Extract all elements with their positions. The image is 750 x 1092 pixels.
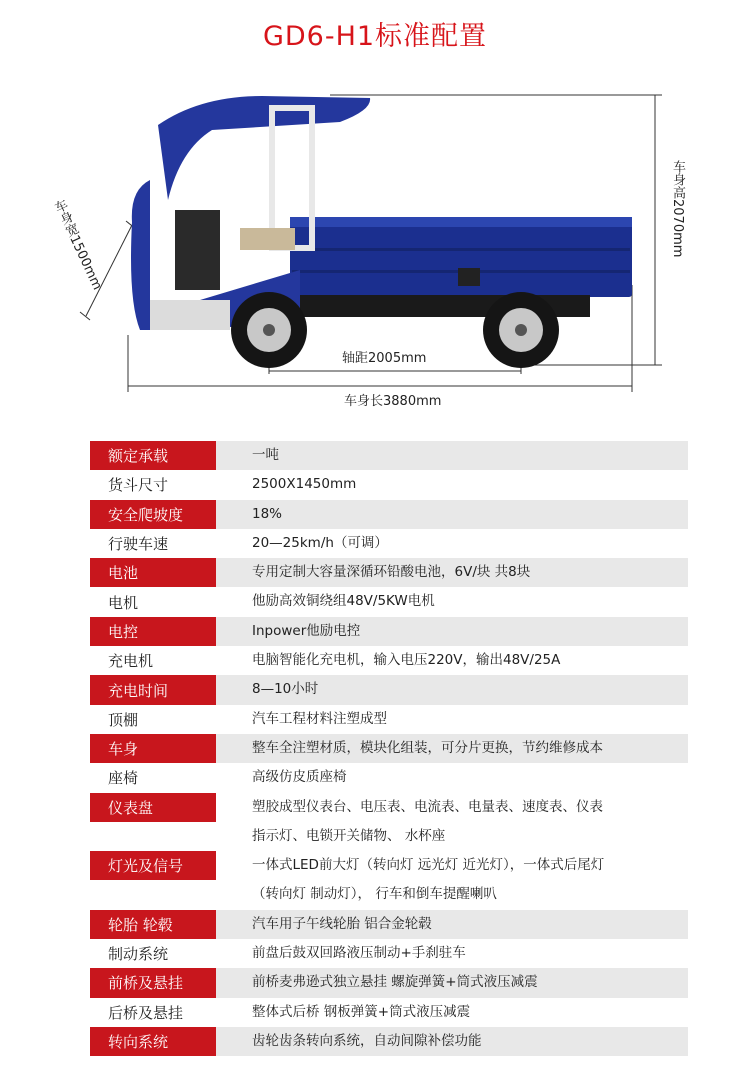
spec-row bbox=[90, 587, 688, 616]
spec-value: 一体式LED前大灯（转向灯 远光灯 近光灯），一体式后尾灯 （转向灯 制动灯）， 行车和倒车提醒喇叭 bbox=[252, 857, 605, 903]
spec-label: 电机 bbox=[108, 593, 139, 612]
spec-row bbox=[90, 646, 688, 675]
spec-row bbox=[90, 617, 688, 646]
spec-row bbox=[90, 910, 688, 939]
wheelbase-label: 轴距2005mm bbox=[342, 351, 427, 366]
spec-row bbox=[90, 470, 688, 499]
spec-label: 充电机 bbox=[108, 652, 154, 671]
spec-row bbox=[90, 998, 688, 1027]
spec-label: 充电时间 bbox=[90, 675, 216, 704]
spec-label: 后桥及悬挂 bbox=[108, 1003, 184, 1022]
spec-value: 汽车用子午线轮胎 铝合金轮毂 bbox=[252, 915, 432, 932]
spec-label: 顶棚 bbox=[108, 710, 139, 729]
spec-value: 2500X1450mm bbox=[252, 476, 357, 493]
spec-value: 前桥麦弗逊式独立悬挂 螺旋弹簧+筒式液压减震 bbox=[252, 974, 538, 991]
spec-value: 齿轮齿条转向系统，自动间隙补偿功能 bbox=[252, 1032, 482, 1049]
vehicle-illustration bbox=[0, 60, 750, 420]
spec-label: 前桥及悬挂 bbox=[90, 968, 216, 997]
spec-row bbox=[90, 675, 688, 704]
spec-row bbox=[90, 529, 688, 558]
spec-row bbox=[90, 851, 688, 910]
rear-wheel bbox=[483, 292, 559, 368]
spec-row bbox=[90, 500, 688, 529]
spec-value: 他励高效铜绕组48V/5KW电机 bbox=[252, 593, 435, 610]
spec-value: 汽车工程材料注塑成型 bbox=[252, 710, 387, 727]
spec-value: 8—10小时 bbox=[252, 681, 319, 698]
cargo-bed bbox=[290, 217, 632, 317]
spec-label: 座椅 bbox=[108, 769, 139, 788]
spec-label: 电控 bbox=[90, 617, 216, 646]
page-title: GD6-H1标准配置 bbox=[262, 21, 488, 52]
spec-value: 电脑智能化充电机，输入电压220V，输出48V/25A bbox=[252, 652, 561, 669]
spec-value: 整体式后桥 钢板弹簧+筒式液压减震 bbox=[252, 1003, 471, 1020]
spec-label: 转向系统 bbox=[90, 1027, 216, 1056]
spec-row bbox=[90, 968, 688, 997]
spec-label: 电池 bbox=[90, 558, 216, 587]
spec-row bbox=[90, 939, 688, 968]
front-wheel bbox=[231, 292, 307, 368]
spec-value: 整车全注塑材质，模块化组装，可分片更换，节约维修成本 bbox=[252, 739, 603, 756]
body-width-label: 车身宽1500mm bbox=[49, 197, 105, 293]
spec-row bbox=[90, 705, 688, 734]
spec-label: 额定承载 bbox=[90, 441, 216, 470]
spec-value: 专用定制大容量深循环铅酸电池，6V/块 共8块 bbox=[252, 564, 531, 581]
spec-label: 制动系统 bbox=[108, 945, 169, 964]
spec-label: 安全爬坡度 bbox=[90, 500, 216, 529]
spec-table bbox=[90, 441, 688, 1056]
spec-row bbox=[90, 763, 688, 792]
spec-row bbox=[90, 558, 688, 587]
spec-value: 前盘后鼓双回路液压制动+手刹驻车 bbox=[252, 945, 466, 962]
spec-value: 塑胶成型仪表台、电压表、电流表、电量表、速度表、仪表 指示灯、电锁开关储物、 水杯座 bbox=[252, 798, 603, 844]
spec-value: 高级仿皮质座椅 bbox=[252, 769, 347, 786]
spec-label: 仪表盘 bbox=[90, 793, 216, 822]
spec-row bbox=[90, 441, 688, 470]
spec-label: 车身 bbox=[90, 734, 216, 763]
spec-row bbox=[90, 793, 688, 852]
spec-value: 一吨 bbox=[252, 447, 279, 463]
spec-label: 灯光及信号 bbox=[90, 851, 216, 880]
body-height-label: 车身高2070mm bbox=[670, 160, 685, 258]
spec-label: 货斗尺寸 bbox=[108, 476, 169, 495]
spec-value: 20—25km/h（可调） bbox=[252, 534, 388, 551]
body-length-label: 车身长3880mm bbox=[344, 394, 442, 409]
spec-row bbox=[90, 734, 688, 763]
spec-row bbox=[90, 1027, 688, 1056]
spec-value: Inpower他励电控 bbox=[252, 622, 361, 639]
spec-label: 轮胎 轮毂 bbox=[90, 910, 216, 939]
spec-label: 行驶车速 bbox=[108, 535, 169, 554]
spec-value: 18% bbox=[252, 505, 283, 522]
